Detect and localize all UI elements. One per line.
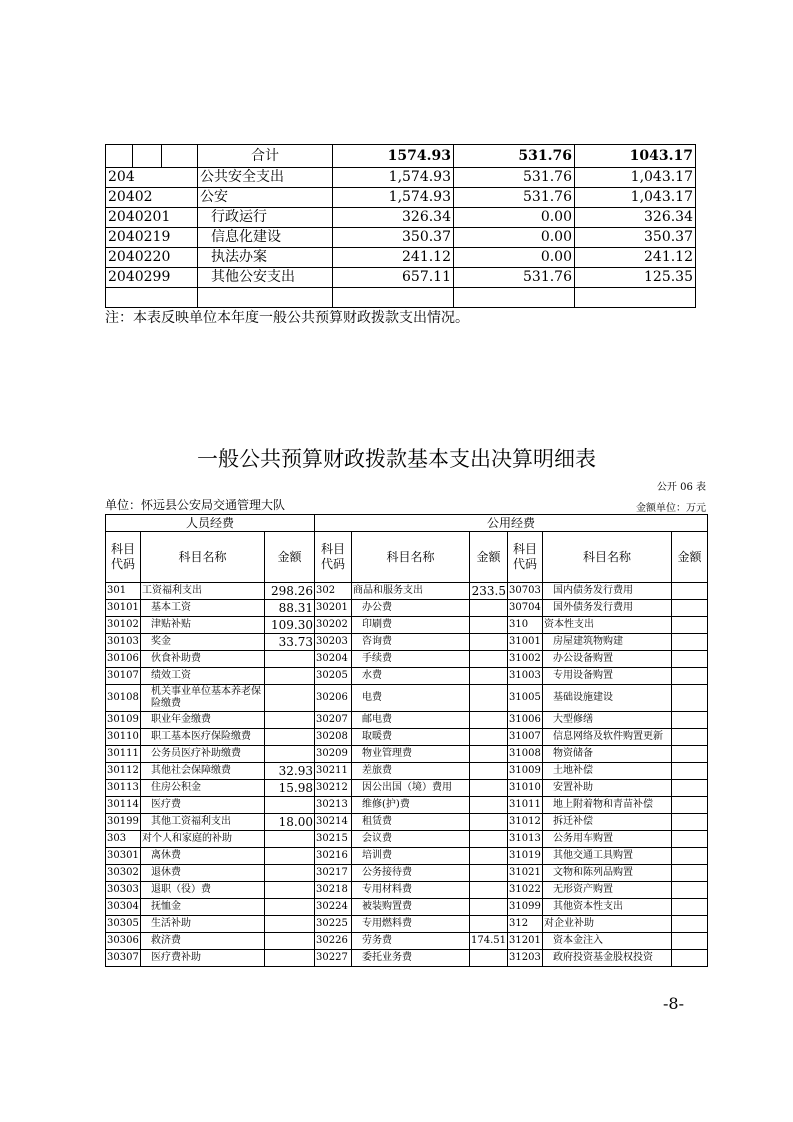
subject-code: 2040219 bbox=[106, 228, 198, 248]
table-row bbox=[106, 865, 708, 882]
personnel-code: 30111 bbox=[106, 746, 141, 763]
unit-label: 单位：怀远县公安局交通管理大队 bbox=[105, 498, 286, 512]
public-name: 被装购置费 bbox=[352, 899, 470, 916]
public-name: 商品和服务支出 bbox=[352, 583, 470, 600]
personnel-amount bbox=[265, 729, 315, 746]
table-row bbox=[106, 848, 708, 865]
public-name: 租赁费 bbox=[352, 814, 470, 831]
total-amount-project: 1043.17 bbox=[575, 145, 696, 168]
personnel-code: 30306 bbox=[106, 933, 141, 950]
personnel-amount bbox=[265, 865, 315, 882]
capital-code: 31001 bbox=[508, 634, 543, 651]
header-amount: 金额 bbox=[470, 532, 508, 583]
personnel-name: 伙食补助费 bbox=[141, 651, 265, 668]
capital-amount bbox=[672, 712, 708, 729]
capital-name: 国内债务发行费用 bbox=[543, 583, 672, 600]
capital-amount bbox=[672, 848, 708, 865]
capital-amount bbox=[672, 746, 708, 763]
personnel-amount: 109.30 bbox=[265, 617, 315, 634]
subject-code: 204 bbox=[106, 168, 198, 188]
public-amount bbox=[470, 916, 508, 933]
subject-code: 2040299 bbox=[106, 268, 198, 288]
public-name: 办公费 bbox=[352, 600, 470, 617]
personnel-name: 其他工资福利支出 bbox=[141, 814, 265, 831]
personnel-name: 抚恤金 bbox=[141, 899, 265, 916]
capital-amount bbox=[672, 933, 708, 950]
capital-code: 310 bbox=[508, 617, 543, 634]
public-amount bbox=[470, 814, 508, 831]
table-row bbox=[106, 208, 696, 228]
capital-amount bbox=[672, 916, 708, 933]
public-code: 30214 bbox=[315, 814, 352, 831]
table-row bbox=[106, 651, 708, 668]
public-amount bbox=[470, 797, 508, 814]
public-name: 会议费 bbox=[352, 831, 470, 848]
personnel-name: 其他社会保障缴费 bbox=[141, 763, 265, 780]
header-amount: 金额 bbox=[672, 532, 708, 583]
public-amount bbox=[470, 950, 508, 967]
capital-name: 专用设备购置 bbox=[543, 668, 672, 685]
personnel-name: 奖金 bbox=[141, 634, 265, 651]
personnel-amount bbox=[265, 950, 315, 967]
capital-name: 公务用车购置 bbox=[543, 831, 672, 848]
public-code: 30213 bbox=[315, 797, 352, 814]
personnel-amount bbox=[265, 651, 315, 668]
personnel-name: 工资福利支出 bbox=[141, 583, 265, 600]
capital-name: 无形资产购置 bbox=[543, 882, 672, 899]
personnel-code: 30307 bbox=[106, 950, 141, 967]
capital-name: 其他交通工具购置 bbox=[543, 848, 672, 865]
personnel-code: 30303 bbox=[106, 882, 141, 899]
public-code: 30208 bbox=[315, 729, 352, 746]
personnel-amount: 15.98 bbox=[265, 780, 315, 797]
public-code: 30201 bbox=[315, 600, 352, 617]
capital-code: 31008 bbox=[508, 746, 543, 763]
capital-name: 房屋建筑物购建 bbox=[543, 634, 672, 651]
capital-name: 国外债务发行费用 bbox=[543, 600, 672, 617]
public-amount bbox=[470, 712, 508, 729]
header-code: 科目代码 bbox=[508, 532, 543, 583]
table-row bbox=[106, 668, 708, 685]
personnel-code: 30301 bbox=[106, 848, 141, 865]
personnel-code: 30304 bbox=[106, 899, 141, 916]
public-code: 302 bbox=[315, 583, 352, 600]
empty-row bbox=[106, 288, 696, 308]
capital-amount bbox=[672, 600, 708, 617]
table-row bbox=[106, 780, 708, 797]
personnel-name: 津贴补贴 bbox=[141, 617, 265, 634]
public-amount bbox=[470, 668, 508, 685]
capital-code: 31003 bbox=[508, 668, 543, 685]
table-row bbox=[106, 814, 708, 831]
capital-amount bbox=[672, 899, 708, 916]
personnel-amount bbox=[265, 899, 315, 916]
amount-project: 241.12 bbox=[575, 248, 696, 268]
public-amount bbox=[470, 685, 508, 712]
personnel-amount bbox=[265, 848, 315, 865]
table-row bbox=[106, 712, 708, 729]
public-name: 因公出国（境）费用 bbox=[352, 780, 470, 797]
table-row bbox=[106, 268, 696, 288]
capital-code: 31203 bbox=[508, 950, 543, 967]
capital-code: 30704 bbox=[508, 600, 543, 617]
public-amount bbox=[470, 899, 508, 916]
personnel-name: 退休费 bbox=[141, 865, 265, 882]
personnel-code: 30199 bbox=[106, 814, 141, 831]
subject-name: 公安 bbox=[198, 188, 333, 208]
capital-name: 政府投资基金股权投资 bbox=[543, 950, 672, 967]
table-row bbox=[106, 933, 708, 950]
personnel-code: 30106 bbox=[106, 651, 141, 668]
group-personnel-header: 人员经费 bbox=[106, 515, 315, 532]
table-row bbox=[106, 899, 708, 916]
table-number: 公开 06 表 bbox=[656, 482, 706, 493]
column-header-row bbox=[106, 532, 708, 583]
subject-name: 公共安全支出 bbox=[198, 168, 333, 188]
capital-name: 拆迁补偿 bbox=[543, 814, 672, 831]
total-amount: 1574.93 bbox=[333, 145, 454, 168]
personnel-amount bbox=[265, 668, 315, 685]
header-name: 科目名称 bbox=[141, 532, 265, 583]
public-code: 30216 bbox=[315, 848, 352, 865]
personnel-amount bbox=[265, 933, 315, 950]
table-row bbox=[106, 950, 708, 967]
public-code: 30207 bbox=[315, 712, 352, 729]
public-name: 专用燃料费 bbox=[352, 916, 470, 933]
amount-total: 657.11 bbox=[333, 268, 454, 288]
capital-name: 地上附着物和青苗补偿 bbox=[543, 797, 672, 814]
personnel-name: 退职（役）费 bbox=[141, 882, 265, 899]
public-code: 30227 bbox=[315, 950, 352, 967]
personnel-amount bbox=[265, 882, 315, 899]
public-name: 物业管理费 bbox=[352, 746, 470, 763]
capital-name: 土地补偿 bbox=[543, 763, 672, 780]
capital-name: 资本性支出 bbox=[543, 617, 672, 634]
public-amount: 174.51 bbox=[470, 933, 508, 950]
table-row bbox=[106, 729, 708, 746]
capital-name: 安置补助 bbox=[543, 780, 672, 797]
personnel-code: 30113 bbox=[106, 780, 141, 797]
subject-name: 其他公安支出 bbox=[198, 268, 333, 288]
personnel-name: 医疗费 bbox=[141, 797, 265, 814]
public-name: 委托业务费 bbox=[352, 950, 470, 967]
capital-amount bbox=[672, 780, 708, 797]
capital-amount bbox=[672, 814, 708, 831]
public-name: 手续费 bbox=[352, 651, 470, 668]
public-name: 劳务费 bbox=[352, 933, 470, 950]
public-code: 30206 bbox=[315, 685, 352, 712]
public-name: 差旅费 bbox=[352, 763, 470, 780]
header-code: 科目代码 bbox=[106, 532, 141, 583]
public-code: 30211 bbox=[315, 763, 352, 780]
public-name: 专用材料费 bbox=[352, 882, 470, 899]
public-code: 30212 bbox=[315, 780, 352, 797]
public-amount bbox=[470, 651, 508, 668]
personnel-amount: 18.00 bbox=[265, 814, 315, 831]
capital-amount bbox=[672, 583, 708, 600]
public-amount bbox=[470, 831, 508, 848]
capital-name: 其他资本性支出 bbox=[543, 899, 672, 916]
personnel-name: 离休费 bbox=[141, 848, 265, 865]
public-code: 30217 bbox=[315, 865, 352, 882]
personnel-name: 基本工资 bbox=[141, 600, 265, 617]
capital-amount bbox=[672, 882, 708, 899]
personnel-name: 公务员医疗补助缴费 bbox=[141, 746, 265, 763]
subject-name: 信息化建设 bbox=[198, 228, 333, 248]
personnel-amount bbox=[265, 685, 315, 712]
capital-amount bbox=[672, 763, 708, 780]
header-name: 科目名称 bbox=[352, 532, 470, 583]
amount-total: 1,574.93 bbox=[333, 168, 454, 188]
personnel-code: 30103 bbox=[106, 634, 141, 651]
amount-total: 241.12 bbox=[333, 248, 454, 268]
capital-code: 31012 bbox=[508, 814, 543, 831]
capital-code: 31006 bbox=[508, 712, 543, 729]
table-row bbox=[106, 617, 708, 634]
personnel-name: 救济费 bbox=[141, 933, 265, 950]
public-name: 取暖费 bbox=[352, 729, 470, 746]
personnel-code: 30302 bbox=[106, 865, 141, 882]
personnel-name: 机关事业单位基本养老保险缴费 bbox=[141, 685, 265, 712]
personnel-amount bbox=[265, 712, 315, 729]
personnel-code: 30110 bbox=[106, 729, 141, 746]
subject-code: 20402 bbox=[106, 188, 198, 208]
capital-code: 31011 bbox=[508, 797, 543, 814]
capital-name: 对企业补助 bbox=[543, 916, 672, 933]
personnel-code: 30107 bbox=[106, 668, 141, 685]
table-row bbox=[106, 248, 696, 268]
amount-basic: 0.00 bbox=[454, 248, 575, 268]
public-amount bbox=[470, 634, 508, 651]
personnel-amount: 32.93 bbox=[265, 763, 315, 780]
public-code: 30218 bbox=[315, 882, 352, 899]
personnel-amount: 298.26 bbox=[265, 583, 315, 600]
public-name: 培训费 bbox=[352, 848, 470, 865]
group-header-row bbox=[106, 515, 708, 532]
table-row bbox=[106, 228, 696, 248]
public-amount bbox=[470, 600, 508, 617]
capital-code: 31019 bbox=[508, 848, 543, 865]
public-code: 30215 bbox=[315, 831, 352, 848]
amount-total: 350.37 bbox=[333, 228, 454, 248]
personnel-name: 对个人和家庭的补助 bbox=[141, 831, 265, 848]
table-row bbox=[106, 831, 708, 848]
capital-code: 31021 bbox=[508, 865, 543, 882]
header-name: 科目名称 bbox=[543, 532, 672, 583]
capital-code: 31009 bbox=[508, 763, 543, 780]
personnel-code: 30305 bbox=[106, 916, 141, 933]
total-row bbox=[106, 145, 696, 168]
capital-code: 31005 bbox=[508, 685, 543, 712]
table-row bbox=[106, 763, 708, 780]
capital-name: 文物和陈列品购置 bbox=[543, 865, 672, 882]
public-amount bbox=[470, 848, 508, 865]
personnel-name: 职工基本医疗保险缴费 bbox=[141, 729, 265, 746]
amount-project: 125.35 bbox=[575, 268, 696, 288]
expenditure-summary-table bbox=[105, 144, 696, 308]
public-amount bbox=[470, 780, 508, 797]
subject-code: 2040220 bbox=[106, 248, 198, 268]
capital-name: 办公设备购置 bbox=[543, 651, 672, 668]
capital-name: 大型修缮 bbox=[543, 712, 672, 729]
public-code: 30204 bbox=[315, 651, 352, 668]
table-row bbox=[106, 188, 696, 208]
public-code: 30224 bbox=[315, 899, 352, 916]
personnel-amount: 33.73 bbox=[265, 634, 315, 651]
personnel-name: 医疗费补助 bbox=[141, 950, 265, 967]
personnel-name: 住房公积金 bbox=[141, 780, 265, 797]
amount-basic: 531.76 bbox=[454, 188, 575, 208]
capital-code: 31010 bbox=[508, 780, 543, 797]
public-name: 公务接待费 bbox=[352, 865, 470, 882]
amount-project: 1,043.17 bbox=[575, 188, 696, 208]
capital-amount bbox=[672, 617, 708, 634]
public-name: 维修(护)费 bbox=[352, 797, 470, 814]
public-code: 30225 bbox=[315, 916, 352, 933]
public-name: 邮电费 bbox=[352, 712, 470, 729]
public-amount bbox=[470, 763, 508, 780]
subject-code: 2040201 bbox=[106, 208, 198, 228]
table-row bbox=[106, 746, 708, 763]
amount-total: 326.34 bbox=[333, 208, 454, 228]
capital-amount bbox=[672, 685, 708, 712]
capital-code: 31099 bbox=[508, 899, 543, 916]
public-code: 30203 bbox=[315, 634, 352, 651]
capital-amount bbox=[672, 865, 708, 882]
personnel-amount bbox=[265, 831, 315, 848]
capital-name: 基础设施建设 bbox=[543, 685, 672, 712]
personnel-name: 绩效工资 bbox=[141, 668, 265, 685]
public-name: 印刷费 bbox=[352, 617, 470, 634]
capital-amount bbox=[672, 950, 708, 967]
capital-code: 31201 bbox=[508, 933, 543, 950]
public-amount bbox=[470, 882, 508, 899]
page-title: 一般公共预算财政拨款基本支出决算明细表 bbox=[197, 447, 596, 471]
personnel-amount bbox=[265, 797, 315, 814]
amount-basic: 0.00 bbox=[454, 208, 575, 228]
basic-expenditure-detail-table bbox=[105, 514, 708, 967]
personnel-amount bbox=[265, 746, 315, 763]
table-row bbox=[106, 583, 708, 600]
capital-amount bbox=[672, 797, 708, 814]
public-amount: 233.5 bbox=[470, 583, 508, 600]
personnel-code: 30102 bbox=[106, 617, 141, 634]
personnel-code: 30112 bbox=[106, 763, 141, 780]
capital-code: 31013 bbox=[508, 831, 543, 848]
public-amount bbox=[470, 865, 508, 882]
amount-project: 326.34 bbox=[575, 208, 696, 228]
amount-basic: 531.76 bbox=[454, 268, 575, 288]
public-name: 电费 bbox=[352, 685, 470, 712]
personnel-code: 30109 bbox=[106, 712, 141, 729]
personnel-code: 30114 bbox=[106, 797, 141, 814]
public-name: 水费 bbox=[352, 668, 470, 685]
table-row bbox=[106, 168, 696, 188]
public-code: 30209 bbox=[315, 746, 352, 763]
capital-code: 30703 bbox=[508, 583, 543, 600]
subject-name: 执法办案 bbox=[198, 248, 333, 268]
capital-name: 资本金注入 bbox=[543, 933, 672, 950]
amount-total: 1,574.93 bbox=[333, 188, 454, 208]
public-code: 30202 bbox=[315, 617, 352, 634]
table-row bbox=[106, 916, 708, 933]
capital-amount bbox=[672, 668, 708, 685]
personnel-name: 生活补助 bbox=[141, 916, 265, 933]
header-amount: 金额 bbox=[265, 532, 315, 583]
personnel-code: 303 bbox=[106, 831, 141, 848]
personnel-name: 职业年金缴费 bbox=[141, 712, 265, 729]
subject-name: 行政运行 bbox=[198, 208, 333, 228]
header-code: 科目代码 bbox=[315, 532, 352, 583]
public-name: 咨询费 bbox=[352, 634, 470, 651]
amount-basic: 0.00 bbox=[454, 228, 575, 248]
page-number: -8- bbox=[663, 994, 684, 1013]
amount-project: 350.37 bbox=[575, 228, 696, 248]
total-amount-basic: 531.76 bbox=[454, 145, 575, 168]
capital-code: 31022 bbox=[508, 882, 543, 899]
table-row bbox=[106, 882, 708, 899]
capital-amount bbox=[672, 651, 708, 668]
capital-name: 物资储备 bbox=[543, 746, 672, 763]
table-row bbox=[106, 685, 708, 712]
public-code: 30226 bbox=[315, 933, 352, 950]
capital-code: 31002 bbox=[508, 651, 543, 668]
money-unit: 金额单位：万元 bbox=[636, 503, 706, 514]
amount-basic: 531.76 bbox=[454, 168, 575, 188]
personnel-code: 30108 bbox=[106, 685, 141, 712]
total-label: 合计 bbox=[198, 145, 333, 168]
capital-code: 31007 bbox=[508, 729, 543, 746]
capital-amount bbox=[672, 831, 708, 848]
capital-amount bbox=[672, 634, 708, 651]
personnel-amount: 88.31 bbox=[265, 600, 315, 617]
personnel-amount bbox=[265, 916, 315, 933]
public-code: 30205 bbox=[315, 668, 352, 685]
table-row bbox=[106, 600, 708, 617]
public-amount bbox=[470, 746, 508, 763]
table-row bbox=[106, 797, 708, 814]
public-amount bbox=[470, 617, 508, 634]
capital-amount bbox=[672, 729, 708, 746]
table-row bbox=[106, 634, 708, 651]
amount-project: 1,043.17 bbox=[575, 168, 696, 188]
table-note: 注：本表反映单位本年度一般公共预算财政拨款支出情况。 bbox=[105, 310, 469, 326]
public-amount bbox=[470, 729, 508, 746]
group-public-header: 公用经费 bbox=[315, 515, 708, 532]
personnel-code: 30101 bbox=[106, 600, 141, 617]
capital-code: 312 bbox=[508, 916, 543, 933]
personnel-code: 301 bbox=[106, 583, 141, 600]
capital-name: 信息网络及软件购置更新 bbox=[543, 729, 672, 746]
